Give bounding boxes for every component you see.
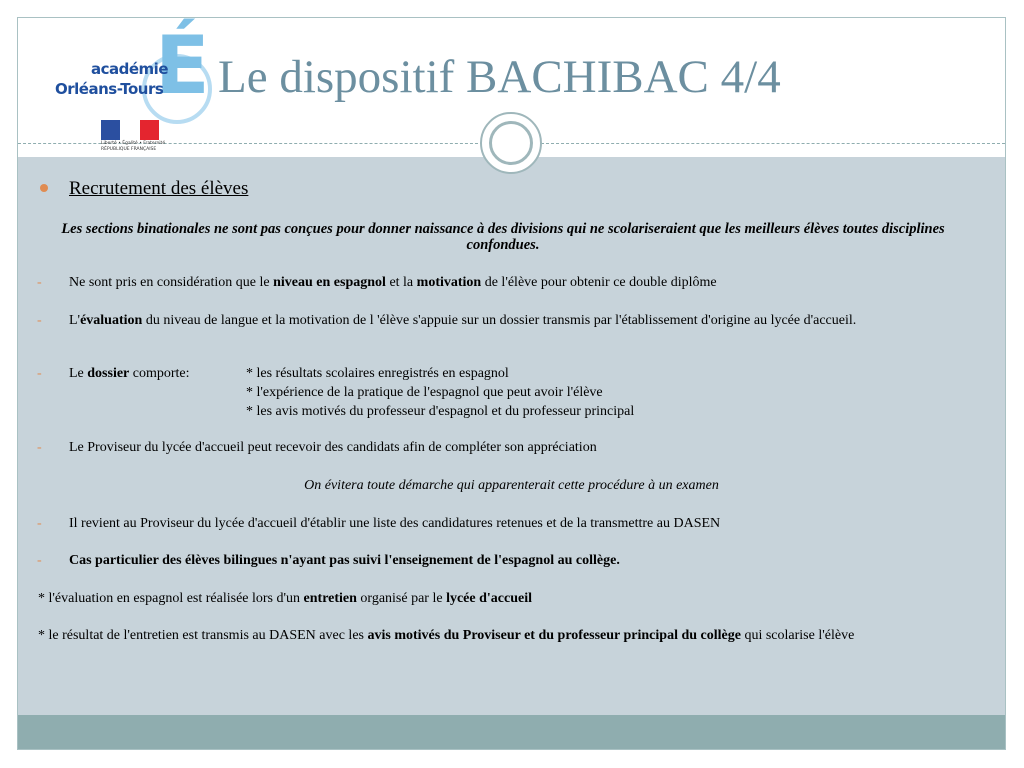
dash-bullet: - <box>37 313 42 328</box>
academie-logo <box>55 19 215 157</box>
list-item: Ne sont pris en considération que le niveau en espagnol et la motivation de l'élève pour obtenir ce double diplôme <box>69 275 717 290</box>
list-item: L'évaluation du niveau de langue et la motivation de l 'élève s'appuie sur un dossier transmis par l'établissement d'origine au lycée d'accueil. <box>69 313 857 328</box>
list-item: Le Proviseur du lycée d'accueil peut recevoir des candidats afin de compléter son appréciation <box>69 440 597 455</box>
dash-bullet: - <box>37 275 42 290</box>
italic-note: On évitera toute démarche qui apparenterait cette procédure à un examen <box>304 478 719 493</box>
logo-text-academie: académie <box>91 60 168 78</box>
dash-bullet: - <box>37 440 42 455</box>
dossier-criteria-list <box>246 364 634 421</box>
dash-bullet: - <box>37 366 42 381</box>
header-divider-right <box>541 143 1005 144</box>
list-item: Cas particulier des élèves bilingues n'ayant pas suivi l'enseignement de l'espagnol au collège. <box>69 553 620 568</box>
logo-motto: Liberté • Égalité • Fraternité RÉPUBLIQUE FRANÇAISE <box>101 141 166 152</box>
criteria-item: * les avis motivés du professeur d'espagnol et du professeur principal <box>246 404 635 419</box>
list-item: Le dossier comporte: <box>69 366 190 381</box>
criteria-item: * les résultats scolaires enregistrés en espagnol <box>246 366 509 381</box>
logo-text-orleans-tours: Orléans-Tours <box>55 80 164 98</box>
list-item: Il revient au Proviseur du lycée d'accueil d'établir une liste des candidatures retenues et de la transmettre au DASEN <box>69 516 721 531</box>
header-circle-ornament-inner <box>489 121 533 165</box>
criteria-item: * l'expérience de la pratique de l'espagnol que peut avoir l'élève <box>246 385 603 400</box>
bullet-dot-icon <box>40 184 48 192</box>
slide-title: Le dispositif BACHIBAC 4/4 <box>218 51 781 103</box>
evaluation-line: * l'évaluation en espagnol est réalisée lors d'un entretien organisé par le lycée d'accueil <box>38 591 532 606</box>
dash-bullet: - <box>37 553 42 568</box>
section-heading: Recrutement des élèves <box>69 178 249 199</box>
logo-letter: É <box>155 19 210 112</box>
french-republic-flag-icon <box>101 120 159 140</box>
result-line: * le résultat de l'entretien est transmis au DASEN avec les avis motivés du Proviseur et du professeur principal du collège qui scolarise l'élève <box>38 628 855 643</box>
dash-bullet: - <box>37 516 42 531</box>
intro-statement: Les sections binationales ne sont pas conçues pour donner naissance à des divisions qui ne scolariseraient que les meilleurs élèves toutes disciplines confondues. <box>61 221 945 253</box>
footer-band <box>18 715 1005 749</box>
